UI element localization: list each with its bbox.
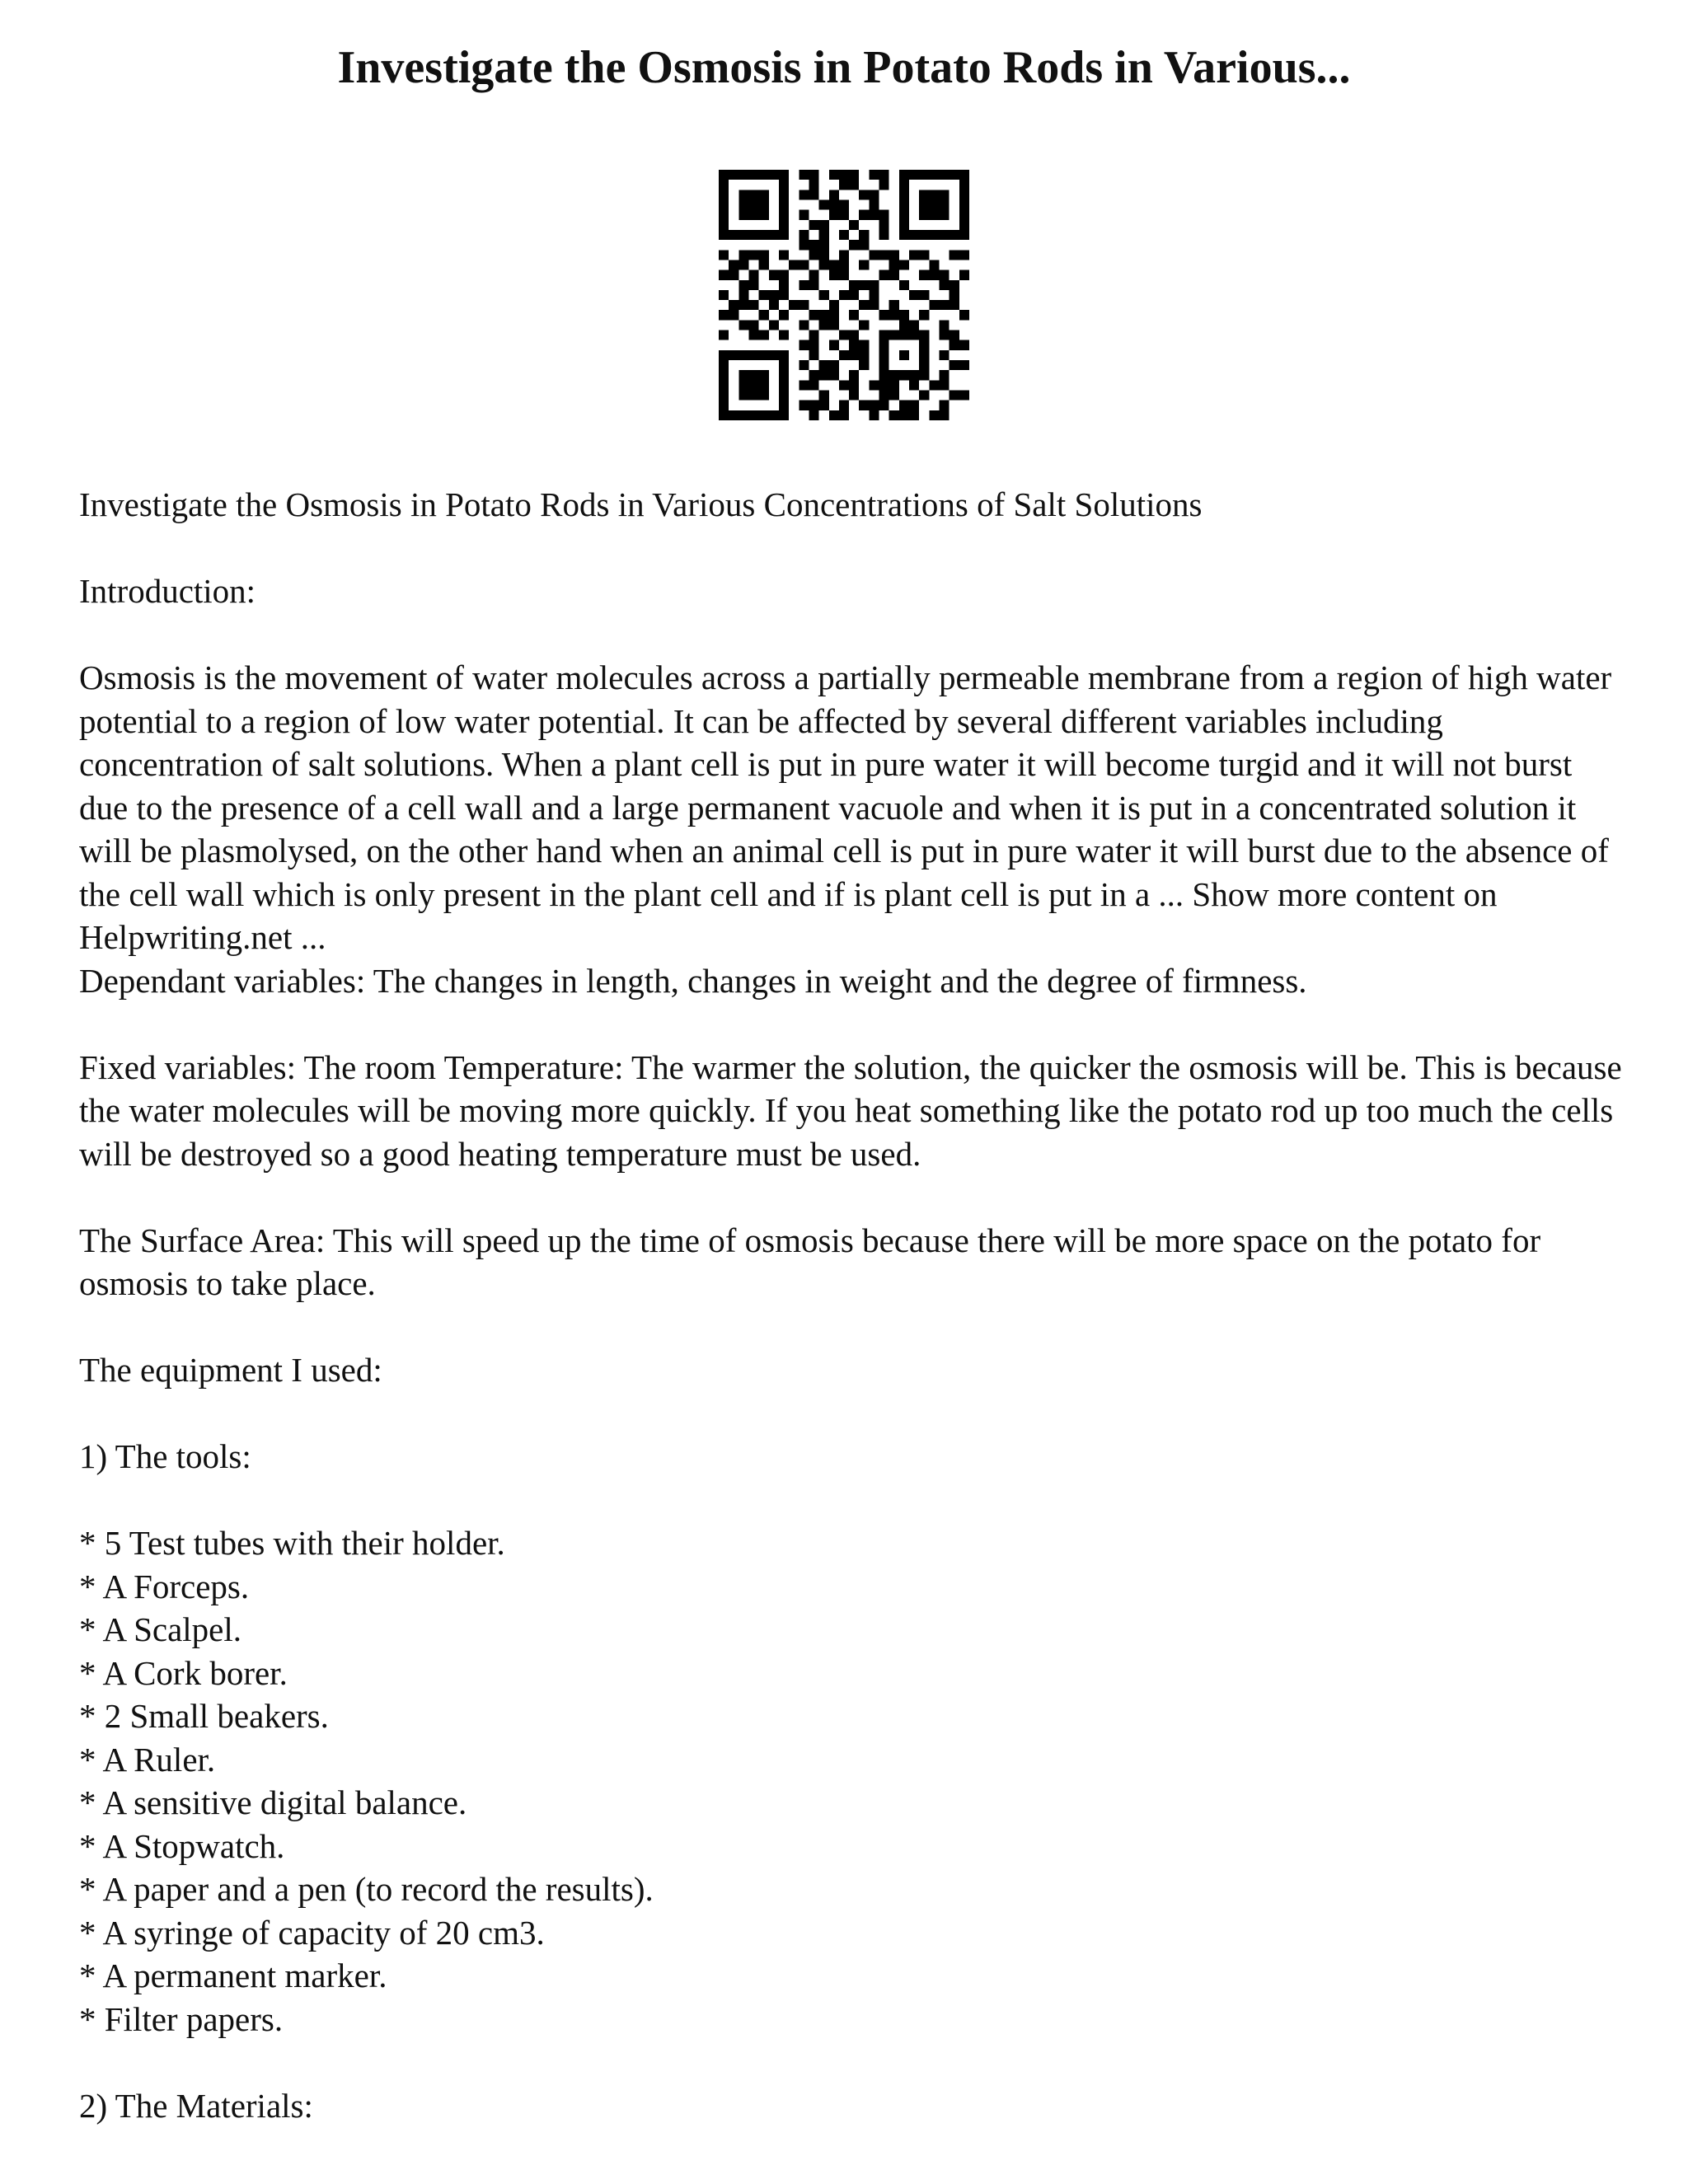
surface-area-paragraph: The Surface Area: This will speed up the time of osmosis because there will be more space on the potato for osmosis to take place. <box>79 1221 1541 1302</box>
materials-heading: 2) The Materials: <box>79 2086 313 2125</box>
spacer <box>79 1002 1629 1046</box>
equipment-heading: The equipment I used: <box>79 1351 382 1389</box>
list-item: * A paper and a pen (to record the results). <box>79 1870 654 1908</box>
full-title-line: Investigate the Osmosis in Potato Rods in Various Concentrations of Salt Solutions <box>79 485 1203 523</box>
tools-list <box>79 1521 1629 2041</box>
list-item: * 5 Test tubes with their holder. <box>79 1524 505 1562</box>
list-item: * A Forceps. <box>79 1567 250 1605</box>
spacer <box>79 613 1629 657</box>
list-item: * A sensitive digital balance. <box>79 1783 467 1821</box>
fixed-variables-paragraph: Fixed variables: The room Temperature: The warmer the solution, the quicker the osmosis will be. This is because the water molecules will be moving more quickly. If you heat something like the potato rod up too much the cells will be destroyed so a good heating temperature must be used. <box>79 1047 1622 1173</box>
document-title: Investigate the Osmosis in Potato Rods in Various... <box>337 42 1351 93</box>
tools-heading: 1) The tools: <box>79 1437 251 1475</box>
list-item: * A Scalpel. <box>79 1610 242 1648</box>
list-item: * A syringe of capacity of 20 cm3. <box>79 1913 545 1952</box>
list-item: * A permanent marker. <box>79 1957 387 1994</box>
list-item: * A Stopwatch. <box>79 1826 285 1865</box>
spacer <box>79 527 1629 570</box>
spacer <box>79 1479 1629 1522</box>
document-body <box>79 483 1629 2127</box>
list-item: * Filter papers. <box>79 1999 284 2038</box>
qr-code-icon <box>719 170 969 420</box>
dependant-variables-paragraph: Dependant variables: The changes in length, changes in weight and the degree of firmness. <box>79 961 1307 1000</box>
list-item: * 2 Small beakers. <box>79 1697 329 1735</box>
spacer <box>79 1305 1629 1349</box>
spacer <box>79 1392 1629 1436</box>
introduction-heading: Introduction: <box>79 572 256 610</box>
list-item: * A Cork borer. <box>79 1653 288 1692</box>
introduction-paragraph: Osmosis is the movement of water molecules across a partially permeable membrane from a region of high water potential to a region of low water potential. It can be affected by several different variables including concentration of salt solutions. When a plant cell is put in pure water it will become turgid and it will not burst due to the presence of a cell wall and a large permanent vacuole and when it is put in a concentrated solution it will be plasmolysed, on the other hand when an animal cell is put in pure water it will burst due to the absence of the cell wall which is only present in the plant cell and if is plant cell is put in a ... Show more content on Helpwriting.net ... <box>79 658 1612 956</box>
list-item: * A Ruler. <box>79 1740 216 1779</box>
spacer <box>79 2041 1629 2084</box>
spacer <box>79 1175 1629 1219</box>
